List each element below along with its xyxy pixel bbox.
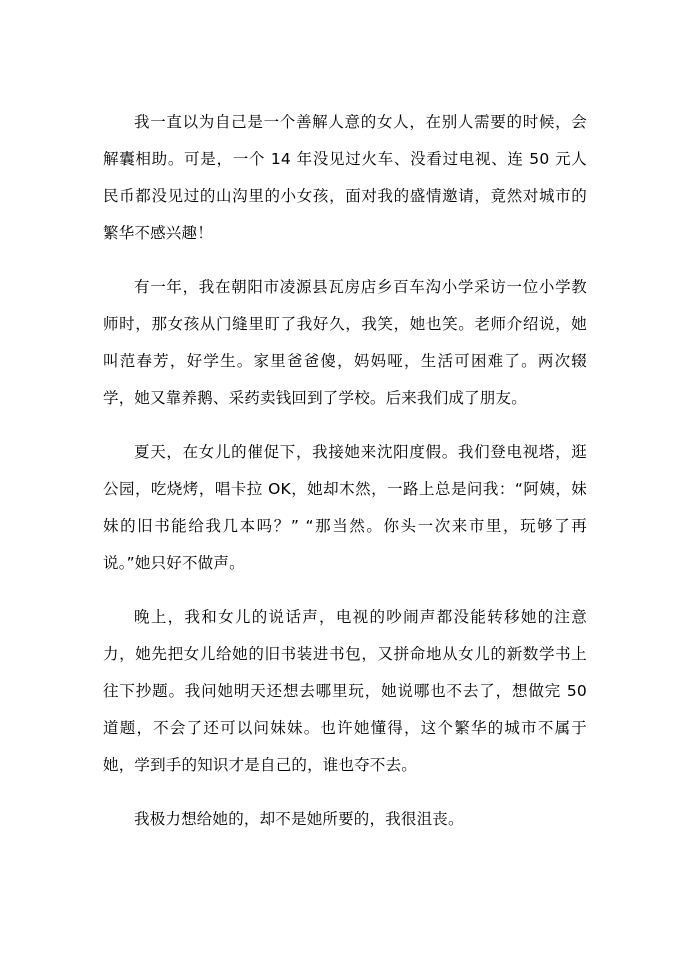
paragraph-3: 夏天，在女儿的催促下，我接她来沈阳度假。我们登电视塔，逛公园，吃烧烤，唱卡拉 OK，她却木然，一路上总是问我：“阿姨，妹妹的旧书能给我几本吗？” “那当然。你头一次来市里，玩够了再说。”她只好不做声。: [103, 443, 587, 572]
paragraph-5: 我极力想给她的，却不是她所要的，我很沮丧。: [134, 810, 464, 828]
paragraph-4: 晚上，我和女儿的说话声，电视的吵闹声都没能转移她的注意力，她先把女儿给她的旧书装进书包，又拼命地从女儿的新数学书上往下抄题。我问她明天还想去哪里玩，她说哪也不去了，想做完 50 道题，不会了还可以问妹妹。也许她懂得，这个繁华的城市不属于她，学到手的知识才是自己的，谁也夺不去。: [103, 608, 587, 774]
paragraph-2: 有一年，我在朝阳市凌源县瓦房店乡百车沟小学采访一位小学教师时，那女孩从门缝里盯了我好久，我笑，她也笑。老师介绍说，她叫范春芳，好学生。家里爸爸傻，妈妈哑，生活可困难了。两次辍学，她又靠养鹅、采药卖钱回到了学校。后来我们成了朋友。: [103, 278, 587, 407]
paragraph-1: 我一直以为自己是一个善解人意的女人，在别人需要的时候，会解囊相助。可是，一个 14 年没见过火车、没看过电视、连 50 元人民币都没见过的山沟里的小女孩，面对我的盛情邀请，竟然对城市的繁华不感兴趣！: [103, 113, 587, 242]
